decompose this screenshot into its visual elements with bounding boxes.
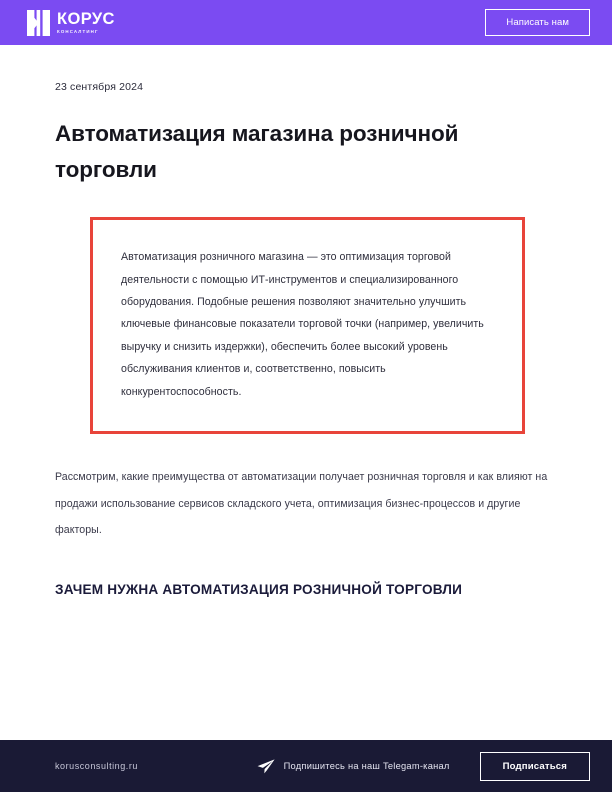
- footer-cta-text: Подпишитесь на наш Telegam-канал: [283, 761, 450, 771]
- brand-subtitle: КОНСАЛТИНГ: [57, 29, 99, 35]
- footer-website-link[interactable]: korusconsulting.ru: [55, 761, 138, 771]
- site-header: [0, 0, 612, 45]
- brand-logo[interactable]: [27, 10, 115, 36]
- subscribe-button[interactable]: Подписаться: [480, 752, 590, 781]
- telegram-paper-plane-icon: [257, 759, 275, 774]
- korus-square-mark-icon: [27, 10, 50, 36]
- site-footer: [0, 740, 612, 792]
- brand-title: КОРУС: [57, 9, 115, 28]
- page-title: Автоматизация магазина розничной торговли: [55, 121, 459, 182]
- footer-telegram-cta[interactable]: [257, 759, 450, 774]
- article-date: 23 сентября 2024: [55, 81, 144, 93]
- section-heading: ЗАЧЕМ НУЖНА АВТОМАТИЗАЦИЯ РОЗНИЧНОЙ ТОРГОВЛИ: [55, 581, 463, 597]
- callout-text: Автоматизация розничного магазина — это оптимизация торговой деятельности с помощью ИТ-инструментов и специализированного оборудования. Подобные решения позволяют значительно улучшить ключевые финансовые показатели торговой точки (например, увеличить выручку и снизить издержки), обеспечить более высокий уровень обслуживания клиентов и, соответственно, повысить конкурентоспособность.: [121, 251, 484, 398]
- highlight-callout-box: [90, 217, 525, 434]
- article-content: [0, 45, 612, 740]
- intro-paragraph: Рассмотрим, какие преимущества от автоматизации получает розничная торговля и как влияют на продажи использование сервисов складского учета, оптимизация бизнес-процессов и другие факторы.: [55, 471, 548, 537]
- contact-us-button[interactable]: Написать нам: [485, 9, 590, 36]
- brand-text-block: [57, 11, 115, 35]
